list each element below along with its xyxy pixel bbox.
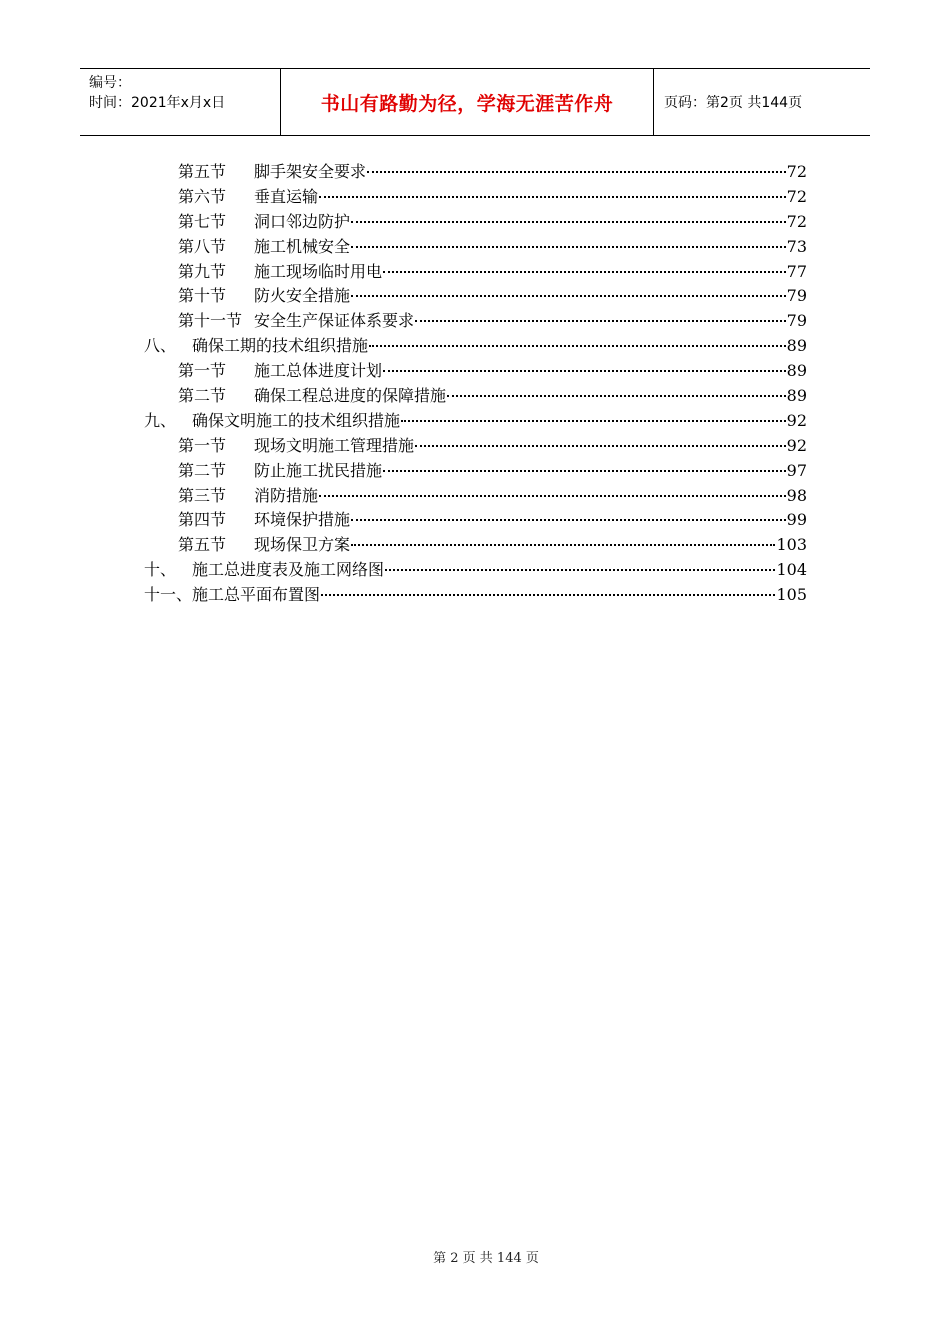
toc-entry-page: 77: [786, 261, 807, 281]
toc-entry-page: 72: [786, 186, 807, 206]
toc-entry[interactable]: [144, 260, 807, 285]
toc-entry[interactable]: [144, 185, 807, 210]
toc-entry-title: 施工总体进度计划: [254, 361, 383, 381]
toc-entry-page: 89: [786, 336, 807, 356]
toc-entry[interactable]: [144, 434, 807, 459]
toc-entry-page: 105: [776, 585, 807, 605]
toc-entry-title: 确保工期的技术组织措施: [192, 336, 369, 356]
header-page-info: 页码：第2页 共144页: [664, 95, 803, 111]
toc-entry-number: 十、: [144, 560, 177, 580]
toc-entry-number: 第一节: [178, 361, 227, 381]
toc-entry-title: 防火安全措施: [254, 286, 351, 306]
toc-entry-title: 消防措施: [254, 485, 319, 505]
toc-entry[interactable]: [144, 558, 807, 583]
toc-entry-page: 72: [786, 211, 807, 231]
toc-entry-page: 89: [786, 361, 807, 381]
toc-leader-dots: [351, 519, 786, 521]
toc-entry-page: 79: [786, 286, 807, 306]
toc-leader-dots: [367, 171, 786, 173]
header-motto: 书山有路勤为径，学海无涯苦作舟: [281, 69, 654, 135]
toc-entry-title: 脚手架安全要求: [254, 162, 367, 181]
toc-entry-title: 施工机械安全: [254, 236, 351, 256]
toc-entry[interactable]: [144, 284, 807, 309]
toc-entry-number: 第二节: [178, 460, 227, 480]
toc-entry[interactable]: [144, 484, 807, 509]
toc-leader-dots: [321, 594, 775, 596]
toc-entry-number: 第六节: [178, 186, 227, 206]
page-header: [80, 68, 870, 136]
toc-leader-dots: [369, 345, 786, 347]
toc-entry[interactable]: [144, 359, 807, 384]
toc-entry-number: 八、: [144, 336, 177, 356]
toc-entry-number: 第一节: [178, 435, 227, 455]
toc-entry-title: 垂直运输: [254, 186, 319, 206]
toc-entry-title: 施工总进度表及施工网络图: [192, 560, 385, 580]
toc-entry[interactable]: [144, 160, 807, 185]
toc-entry-number: 第五节: [178, 162, 227, 181]
toc-entry[interactable]: [144, 508, 807, 533]
toc-entry-number: 第八节: [178, 236, 227, 256]
toc-leader-dots: [351, 221, 786, 223]
toc-leader-dots: [319, 196, 786, 198]
toc-entry-number: 第九节: [178, 261, 227, 281]
toc-entry-number: 第四节: [178, 510, 227, 530]
toc-entry[interactable]: [144, 384, 807, 409]
toc-entry-page: 103: [776, 535, 807, 555]
toc-entry-number: 第五节: [178, 535, 227, 555]
toc-entry-title: 施工现场临时用电: [254, 261, 383, 281]
toc-leader-dots: [415, 320, 786, 322]
toc-entry-title: 现场保卫方案: [254, 535, 351, 555]
toc-leader-dots: [351, 544, 775, 546]
toc-entry-title: 确保文明施工的技术组织措施: [192, 410, 401, 430]
toc-entry-number: 九、: [144, 410, 177, 430]
toc-entry-number: 第七节: [178, 211, 227, 231]
toc-leader-dots: [383, 470, 786, 472]
toc-entry-page: 89: [786, 386, 807, 406]
date-label: 时间：2021年x月x日: [89, 95, 226, 111]
toc-entry-number: 第三节: [178, 485, 227, 505]
toc-entry-title: 防止施工扰民措施: [254, 460, 383, 480]
toc-entry[interactable]: [144, 334, 807, 359]
toc-entry-page: 97: [786, 460, 807, 480]
toc-leader-dots: [415, 445, 786, 447]
toc-entry[interactable]: [144, 583, 807, 608]
toc-entry-page: 98: [786, 485, 807, 505]
header-meta: [80, 69, 281, 135]
toc-entry-number: 第十节: [178, 286, 227, 306]
toc-entry[interactable]: [144, 409, 807, 434]
toc-leader-dots: [351, 295, 786, 297]
toc-entry-page: 92: [786, 435, 807, 455]
toc-entry-number: 十一、: [144, 585, 193, 605]
toc-entry-title: 安全生产保证体系要求: [254, 311, 415, 331]
toc-entry[interactable]: [144, 533, 807, 558]
toc-entry-title: 确保工程总进度的保障措施: [254, 386, 447, 406]
toc-entry[interactable]: [144, 309, 807, 334]
toc-entry-page: 72: [786, 162, 807, 181]
toc-entry[interactable]: [144, 210, 807, 235]
toc-entry-page: 99: [786, 510, 807, 530]
toc-entry-page: 73: [786, 236, 807, 256]
page-footer: 第 2 页 共 144 页: [433, 1251, 539, 1266]
toc-entry-title: 现场文明施工管理措施: [254, 435, 415, 455]
toc-leader-dots: [447, 395, 786, 397]
toc-entry-number: 第十一节: [178, 311, 243, 331]
toc-leader-dots: [319, 495, 786, 497]
toc-leader-dots: [351, 246, 786, 248]
toc-entry-title: 施工总平面布置图: [192, 585, 321, 605]
toc-entry-page: 79: [786, 311, 807, 331]
toc-entry[interactable]: [144, 459, 807, 484]
toc-entry-title: 环境保护措施: [254, 510, 351, 530]
toc-entry-title: 洞口邻边防护: [254, 211, 351, 231]
toc-leader-dots: [401, 420, 786, 422]
toc-entry-number: 第二节: [178, 386, 227, 406]
toc-entry[interactable]: [144, 235, 807, 260]
toc-leader-dots: [385, 569, 775, 571]
toc-leader-dots: [383, 271, 786, 273]
toc-entry-page: 92: [786, 410, 807, 430]
number-label: 编号：: [89, 75, 131, 91]
table-of-contents: [144, 160, 807, 608]
toc-entry-page: 104: [776, 560, 807, 580]
toc-leader-dots: [383, 370, 786, 372]
